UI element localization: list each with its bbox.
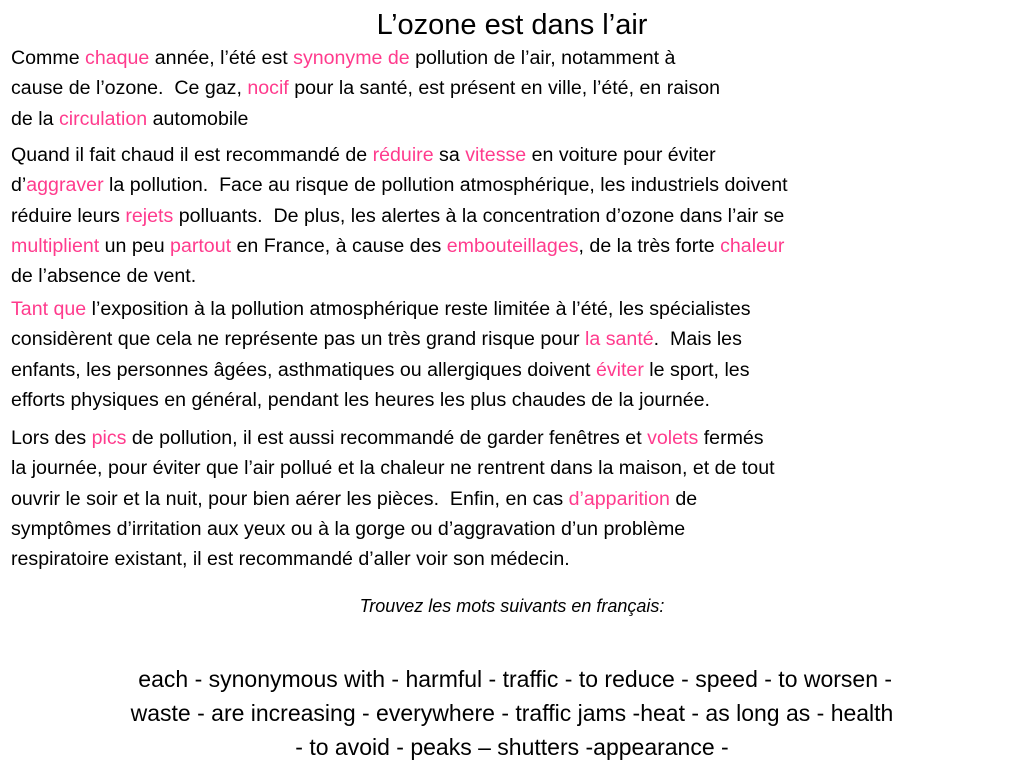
text-segment: la journée, pour éviter que l’air pollué et la chaleur ne rentrent dans la maison, et de tout — [11, 457, 775, 480]
text-line — [11, 385, 1023, 415]
highlighted-word: circulation — [58, 107, 148, 130]
text-line — [11, 544, 1023, 574]
highlighted-word: synonyme de — [293, 47, 410, 69]
text-line — [11, 484, 1023, 514]
text-line — [11, 324, 1023, 354]
text-segment: de pollution, il est aussi recommandé de garder fenêtres et — [126, 427, 648, 449]
highlighted-word: vitesse — [465, 144, 527, 166]
highlighted-word: la santé — [585, 328, 654, 351]
text-segment: efforts physiques en général, pendant les heures les plus chaudes de la journée. — [11, 388, 710, 411]
highlighted-word: chaque — [85, 47, 150, 69]
text-line — [11, 104, 1023, 134]
vocabulary-list — [0, 662, 1024, 764]
paragraph-2 — [11, 140, 1023, 291]
text-segment: polluants. De plus, les alertes à la concentration d’ozone dans l’air se — [173, 204, 785, 227]
text-segment: pour la santé, est présent en ville, l’été, en raison — [288, 77, 721, 100]
vocabulary-line: each - synonymous with - harmful - traffic - to reduce - speed - to worsen - — [131, 666, 893, 692]
highlighted-word: nocif — [247, 77, 289, 100]
highlighted-word: éviter — [595, 358, 644, 381]
text-segment: en France, à cause des — [231, 234, 447, 257]
highlighted-word: rejets — [125, 204, 174, 227]
text-segment: année, l’été est — [149, 47, 294, 69]
text-segment: pollution de l’air, notamment à — [409, 47, 676, 69]
text-segment: d’ — [11, 174, 27, 197]
page-title: L’ozone est dans l’air — [376, 9, 648, 41]
highlighted-word: multiplient — [11, 234, 100, 257]
text-segment: l’exposition à la pollution atmosphérique reste limitée à l’été, les spécialistes — [86, 298, 751, 320]
text-line — [11, 355, 1023, 385]
vocabulary-line: waste - are increasing - everywhere - traffic jams -heat - as long as - health — [130, 700, 894, 726]
text-line — [11, 43, 1023, 73]
text-segment: de l’absence de vent. — [11, 265, 197, 288]
text-segment: fermés — [698, 427, 764, 449]
highlighted-word: chaleur — [720, 234, 785, 257]
text-line — [11, 140, 1023, 170]
text-line — [11, 201, 1023, 231]
text-line — [11, 261, 1023, 291]
paragraph-1 — [11, 43, 1023, 134]
text-segment: un peu — [99, 234, 171, 257]
text-line — [11, 170, 1023, 200]
paragraph-3 — [11, 294, 1023, 415]
highlighted-word: partout — [170, 234, 232, 257]
paragraph-4 — [11, 423, 1023, 574]
text-segment: la pollution. Face au risque de pollution atmosphérique, les industriels doivent — [103, 174, 788, 197]
text-segment: cause de l’ozone. Ce gaz, — [11, 77, 248, 100]
text-line — [11, 514, 1023, 544]
text-segment: sa — [433, 144, 466, 166]
text-segment: symptômes d’irritation aux yeux ou à la gorge ou d’aggravation d’un problème — [11, 517, 686, 540]
highlighted-word: d’apparition — [568, 487, 670, 510]
text-line — [11, 294, 1023, 324]
text-segment: de la — [11, 107, 59, 130]
text-segment: le sport, les — [643, 358, 750, 381]
text-line — [11, 423, 1023, 453]
text-segment: Quand il fait chaud il est recommandé de — [11, 144, 373, 166]
text-segment: automobile — [147, 107, 249, 130]
text-segment: ouvrir le soir et la nuit, pour bien aérer les pièces. Enfin, en cas — [11, 487, 569, 510]
highlighted-word: pics — [91, 427, 127, 449]
text-segment: considèrent que cela ne représente pas un très grand risque pour — [11, 328, 586, 351]
highlighted-word: Tant que — [11, 298, 87, 320]
highlighted-word: aggraver — [26, 174, 104, 197]
text-segment: Lors des — [11, 427, 92, 449]
text-segment: Comme — [11, 47, 86, 69]
text-segment: . Mais les — [653, 328, 742, 351]
text-segment: de — [669, 487, 698, 510]
highlighted-word: volets — [647, 427, 699, 449]
text-segment: réduire leurs — [11, 204, 126, 227]
text-line — [11, 73, 1023, 103]
highlighted-word: embouteillages — [446, 234, 579, 257]
exercise-instruction: Trouvez les mots suivants en français: — [359, 596, 665, 616]
text-segment: respiratoire existant, il est recommandé d’aller voir son médecin. — [11, 548, 570, 571]
text-segment: enfants, les personnes âgées, asthmatiques ou allergiques doivent — [11, 358, 596, 381]
vocabulary-line: - to avoid - peaks – shutters -appearance - — [295, 734, 729, 760]
text-segment: , de la très forte — [578, 234, 721, 257]
text-line — [11, 453, 1023, 483]
highlighted-word: réduire — [372, 144, 434, 166]
text-segment: en voiture pour éviter — [526, 144, 716, 166]
text-line — [11, 231, 1023, 261]
